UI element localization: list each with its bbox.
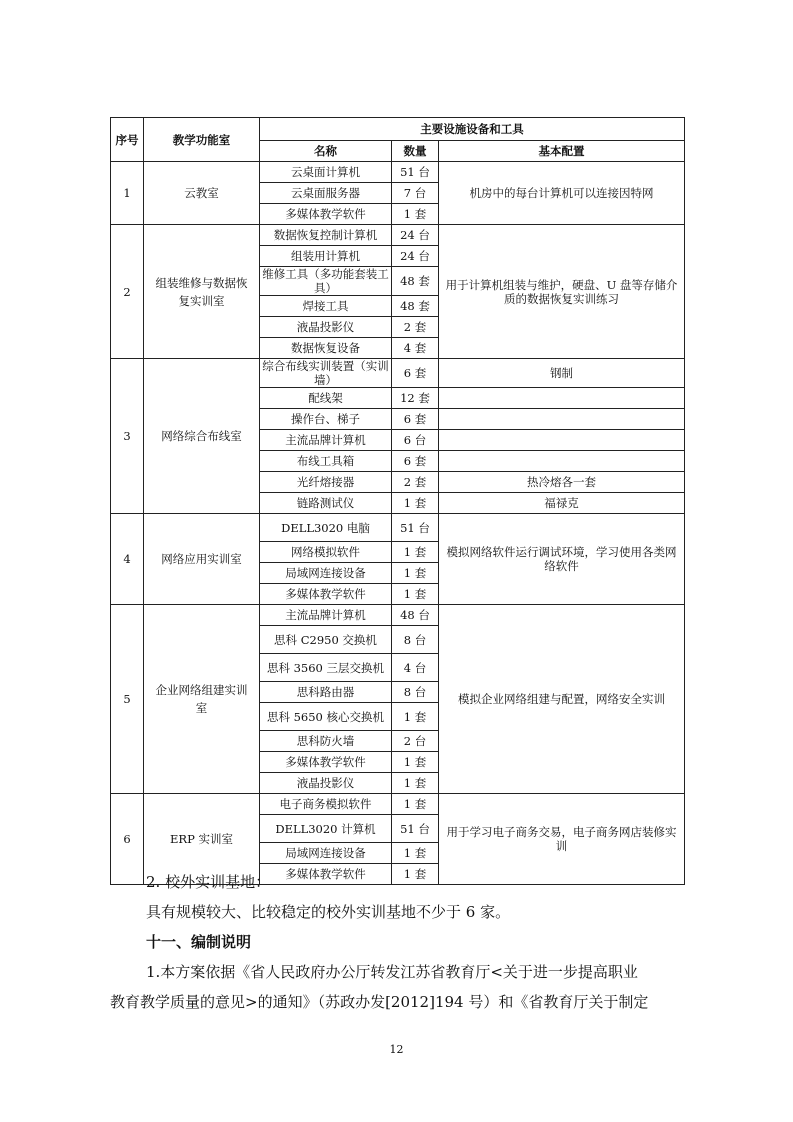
equipment-qty: 48 套 <box>392 267 439 296</box>
equipment-qty: 4 台 <box>392 654 439 682</box>
section-heading: 十一、编制说明 <box>146 933 252 951</box>
body-paragraph-line-2: 教育教学质量的意见>的通知》（苏政办发[2012]194 号）和《省教育厅关于制定 <box>110 993 649 1011</box>
equipment-name: 局域网连接设备 <box>260 563 392 584</box>
equipment-qty: 2 台 <box>392 731 439 752</box>
room-name: 网络综合布线室 <box>144 359 260 514</box>
equipment-config <box>439 451 685 472</box>
equipment-qty: 6 台 <box>392 430 439 451</box>
equipment-name: 主流品牌计算机 <box>260 430 392 451</box>
equipment-config: 模拟网络软件运行调试环境，学习使用各类网络软件 <box>439 514 685 605</box>
room-name: 企业网络组建实训室 <box>144 605 260 794</box>
equipment-qty: 2 套 <box>392 317 439 338</box>
table-row <box>111 605 685 626</box>
room-seq: 1 <box>111 162 144 225</box>
equipment-config <box>439 430 685 451</box>
equipment-name: 液晶投影仪 <box>260 317 392 338</box>
equipment-name: 主流品牌计算机 <box>260 605 392 626</box>
equipment-qty: 6 套 <box>392 359 439 388</box>
room-seq: 5 <box>111 605 144 794</box>
equipment-config <box>439 409 685 430</box>
equipment-qty: 8 台 <box>392 682 439 703</box>
equipment-config <box>439 388 685 409</box>
equipment-table <box>110 117 685 885</box>
offsite-base-text: 具有规模较大、比较稳定的校外实训基地不少于 6 家。 <box>146 903 511 921</box>
room-name: 组装维修与数据恢复实训室 <box>144 225 260 359</box>
equipment-name: 操作台、梯子 <box>260 409 392 430</box>
equipment-qty: 2 套 <box>392 472 439 493</box>
body-paragraph-line-1: 1.本方案依据《省人民政府办公厅转发江苏省教育厅<关于进一步提高职业 <box>146 963 638 981</box>
equipment-name: 液晶投影仪 <box>260 773 392 794</box>
equipment-name: 思科 3560 三层交换机 <box>260 654 392 682</box>
equipment-name: 布线工具箱 <box>260 451 392 472</box>
equipment-name: 云桌面服务器 <box>260 183 392 204</box>
room-seq: 4 <box>111 514 144 605</box>
equipment-qty: 1 套 <box>392 542 439 563</box>
equipment-name: 链路测试仪 <box>260 493 392 514</box>
equipment-config: 钢制 <box>439 359 685 388</box>
header-main-equipment: 主要设施设备和工具 <box>260 118 685 141</box>
equipment-qty: 1 套 <box>392 584 439 605</box>
equipment-qty: 24 台 <box>392 246 439 267</box>
equipment-name: 思科 5650 核心交换机 <box>260 703 392 731</box>
equipment-name: 电子商务模拟软件 <box>260 794 392 815</box>
equipment-name: 数据恢复控制计算机 <box>260 225 392 246</box>
equipment-name: 局域网连接设备 <box>260 843 392 864</box>
equipment-qty: 1 套 <box>392 752 439 773</box>
page-number: 12 <box>389 1043 404 1056</box>
equipment-config: 用于计算机组装与维护，硬盘、U 盘等存储介质的数据恢复实训练习 <box>439 225 685 359</box>
equipment-qty: 6 套 <box>392 451 439 472</box>
table-row <box>111 225 685 246</box>
equipment-name: 综合布线实训装置（实训墙） <box>260 359 392 388</box>
equipment-config: 热冷熔各一套 <box>439 472 685 493</box>
header-seq: 序号 <box>111 118 144 162</box>
equipment-qty: 1 套 <box>392 493 439 514</box>
equipment-name: 思科路由器 <box>260 682 392 703</box>
equipment-name: DELL3020 计算机 <box>260 815 392 843</box>
table-row <box>111 359 685 388</box>
equipment-name: 思科 C2950 交换机 <box>260 626 392 654</box>
equipment-qty: 48 套 <box>392 296 439 317</box>
offsite-base-label: 2. 校外实训基地： <box>146 873 271 891</box>
equipment-qty: 1 套 <box>392 703 439 731</box>
room-name: ERP 实训室 <box>144 794 260 885</box>
equipment-qty: 1 套 <box>392 204 439 225</box>
header-name: 名称 <box>260 141 392 162</box>
equipment-qty: 48 台 <box>392 605 439 626</box>
header-qty: 数量 <box>392 141 439 162</box>
equipment-qty: 51 台 <box>392 162 439 183</box>
equipment-name: 多媒体教学软件 <box>260 752 392 773</box>
equipment-qty: 1 套 <box>392 843 439 864</box>
table-row <box>111 794 685 815</box>
equipment-name: 多媒体教学软件 <box>260 864 392 885</box>
equipment-table-body <box>111 162 685 885</box>
equipment-name: 云桌面计算机 <box>260 162 392 183</box>
equipment-name: 思科防火墙 <box>260 731 392 752</box>
equipment-name: 配线架 <box>260 388 392 409</box>
equipment-config: 模拟企业网络组建与配置，网络安全实训 <box>439 605 685 794</box>
room-seq: 2 <box>111 225 144 359</box>
room-seq: 6 <box>111 794 144 885</box>
equipment-name: 数据恢复设备 <box>260 338 392 359</box>
equipment-qty: 1 套 <box>392 794 439 815</box>
equipment-name: 多媒体教学软件 <box>260 204 392 225</box>
header-config: 基本配置 <box>439 141 685 162</box>
room-name: 云教室 <box>144 162 260 225</box>
equipment-config: 用于学习电子商务交易，电子商务网店装修实训 <box>439 794 685 885</box>
equipment-qty: 12 套 <box>392 388 439 409</box>
equipment-name: 多媒体教学软件 <box>260 584 392 605</box>
equipment-name: 光纤熔接器 <box>260 472 392 493</box>
equipment-qty: 4 套 <box>392 338 439 359</box>
equipment-name: DELL3020 电脑 <box>260 514 392 542</box>
equipment-name: 焊接工具 <box>260 296 392 317</box>
room-name: 网络应用实训室 <box>144 514 260 605</box>
equipment-qty: 8 台 <box>392 626 439 654</box>
equipment-qty: 24 台 <box>392 225 439 246</box>
room-seq: 3 <box>111 359 144 514</box>
equipment-qty: 1 套 <box>392 773 439 794</box>
table-row <box>111 514 685 542</box>
equipment-name: 维修工具（多功能套装工具） <box>260 267 392 296</box>
equipment-qty: 51 台 <box>392 815 439 843</box>
header-room: 教学功能室 <box>144 118 260 162</box>
equipment-name: 组装用计算机 <box>260 246 392 267</box>
table-row <box>111 162 685 183</box>
equipment-qty: 1 套 <box>392 864 439 885</box>
equipment-config: 福禄克 <box>439 493 685 514</box>
equipment-qty: 51 台 <box>392 514 439 542</box>
equipment-name: 网络模拟软件 <box>260 542 392 563</box>
equipment-config: 机房中的每台计算机可以连接因特网 <box>439 162 685 225</box>
equipment-qty: 6 套 <box>392 409 439 430</box>
equipment-qty: 7 台 <box>392 183 439 204</box>
equipment-qty: 1 套 <box>392 563 439 584</box>
